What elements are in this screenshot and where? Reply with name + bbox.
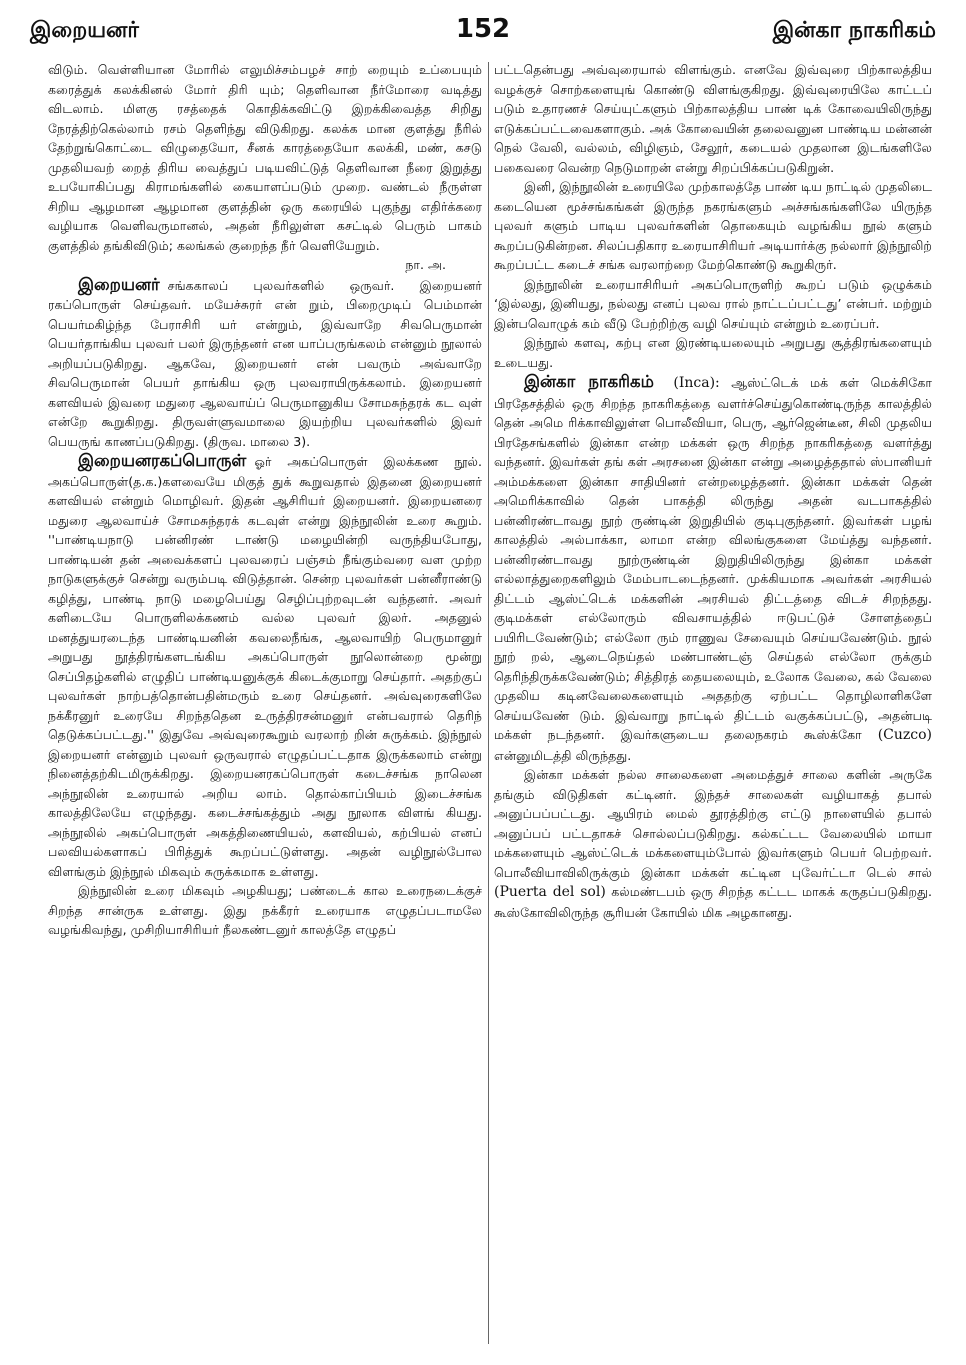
latin-term: (Cuzco) [877,727,932,743]
paragraph-text: இந்நூலின் உரையாசிரியர் அகப்பொருளிற் கூறப் படும் ஒழுக்கம் ‘இல்லது, இனியது, நல்லது எனப் புலவ ரால் நாட்டப்பட்டது’ என்பர். மற்றும் இன்பவொழுக் கம் வீடு பேற்றிற்கு வழி செய்யும் என்றும் உரைப்பர். [494,276,932,331]
entry-iraiyanar [48,275,482,452]
entry-headword: இன்கா நாகரிகம் [524,372,654,391]
page-number: 152 [455,14,511,44]
paragraph [494,333,932,372]
continued-paragraph [494,60,932,177]
entry-text: ஓர் அகப்பொருள் இலக்கண நூல். அகப்பொருள்(த.க.)களவையே மிகுத் துக் கூறுவதால் இதனை இறையனர் களவியல் என்றும் மொழிவர். இதன் ஆசிரியர் இறையனர். இறையனரை மதுரை ஆலவாய்ச் சோமசுந்தரக் கடவுள் என்று இந்நூலின் உரை கூறும். ''பாண்டியநாடு பன்னிரண் டாண்டு மழையின்றி வருந்தியபோது, பாண்டியன் தன் அவைக்களப் புலவரைப் பஞ்சம் நீங்கும்வரை வள முற்ற நாடுகளுக்குச் சென்று வரும்படி விடுத்தான். சென்ற புலவர்கள் பன்னீராண்டு கழித்து, பாண்டி நாடு மழைபெய்து செழிப்புற்றவுடன் வந்தனர். அவர் களிடையே பொருளிலக்கணம் வல்ல புலவர் இலர். அதனுல் மனத்துயரடைந்த பாண்டியனின் கவலைநீங்க, ஆலவாயிற் பெருமானுர் அறுபது நூத்திரங்களடங்கிய அகப்பொருள் நூலொன்றை மூன்று செப்பிதழ்களில் எழுதிப் பாண்டியனுக்குக் கிடைக்குமாறு செய்தார். அதற்குப் புலவர்கள் நாற்பத்தொன்பதின்மரும் உரை செய்தனர். அவ்வுரைகளிலே நக்கீரனுர் உரையே சிறந்ததென உருத்திரசன்மனுர் என்பவரால் தெரிந் தெடுக்கப்பட்டது.'' இதுவே அவ்வுரைகூறும் வரலாற் றின் சுருக்கம். இந்நூல் இறையனர் என்னும் புலவர் ஒருவரால் எழுதப்பட்டதாக இருக்கலாம் என்று நினைத்தற்கிடமிருக்கிறது. இறையனரகப்பொருள் கடைச்சங்க நாலென அந்நூலின் உரையால் அறிய லாம். தொல்காப்பியம் இடைச்சங்க காலத்திலேயே எழுந்தது. கடைச்சங்கத்தும் அது நூலாக விளங் கியது. அந்நூலில் அகப்பொருள் அகத்திணையியல், களவியல், கற்பியல் எனப் பலவியல்களாகப் பிரித்துக் கூறப்பட்டுள்ளது. அதன் வழிநூல்போல விளங்கும் இந்நூல் மிகவும் சுருக்கமாக உள்ளது. [48,454,482,879]
paragraph-text: இனி, இந்நூலின் உரையிலே முற்காலத்தே பாண் டிய நாட்டில் முதலிடை கடையென மூச்சங்கங்கள் இருந்த நகரங்களும் அச்சங்கங்களிலே யிருந்த புலவர் களும் பாடிய புலவர்களின் தொகையும் வழங்கிய நூல் களும் கூறப்படுகின்றன. சிலப்பதிகார உரையாசிரியர் அடியார்க்கு நல்லார் இந்நூலிற் கூறப்பட்ட கடைச் சங்க வரலாற்றை மேற்கொண்டு கூறுகிருர். [494,179,933,272]
paragraph-text: இந்நூலின் உரை மிகவும் அழகியது; பண்டைக் கால உரைநடைக்குச் சிறந்த சான்ருக உள்ளது. இது நக்கீரர் உரையாக எழுதப்படாமலே வழங்கிவந்து, முசிறியாசிரியர் நீலகண்டனுர் காலத்தே எழுதப் [48,883,482,937]
paragraph [494,765,932,922]
paragraph-text: கல்மண்டபம் ஒரு சிறந்த கட்டட மாகக் கருதப்படுகிறது. கூஸ்கோவிலிருந்த சூரியன் கோயில் மிக அழகானது. [494,884,932,920]
paragraph-text: இந்நூல் களவு, கற்பு என இரண்டியலையும் அறுபது சூத்திரங்களையும் உடையது. [494,335,932,370]
column-divider [488,62,489,1344]
running-head-left: இறையனர் [30,18,139,43]
paragraph [494,275,932,334]
latin-term: (Puerta del sol) [494,884,606,900]
entry-inca-civilization [494,372,932,765]
paragraph [48,881,482,940]
entry-text: என்னுமிடத்தி லிருந்தது. [494,747,632,763]
entry-headword: இறையனரகப்பொருள் [78,451,247,470]
running-head [30,14,936,54]
author-signature: நா. அ. [405,257,446,272]
paragraph [494,177,932,275]
running-head-right: இன்கா நாகரிகம் [772,18,936,43]
entry-iraiyanar-agapporul [48,451,482,881]
right-column [494,60,932,922]
latin-term: (Inca): [673,375,720,391]
paragraph-text: இன்கா மக்கள் நல்ல சாலைகளை அமைத்துச் சாலை களின் அருகே தங்கும் விடுதிகள் கட்டினர். இந்தச் சாலைகள் வழியாகத் தபால் அனுப்பப்பட்டது. ஆயிரம் மைல் தூரத்திற்கு எட்டு நாளையில் தபால் அனுப்பப் பட்டதாகச் சொல்லப்படுகிறது. கல்கட்டட வேலையில் மாயா மக்களையும் ஆஸ்ட்டெக் மக்களையும்போல் இவர்களும் பெயர் பெற்றவர். பொலீவியாவிலிருக்கும் இன்கா மக்கள் கட்டின புவேர்ட்டா டெல் சால் [494,767,932,880]
entry-headword: இறையனர் [78,274,160,294]
paragraph-text: விடும். வெள்ளியான மோரில் எலுமிச்சம்பழச் சாற் றையும் உப்பையும் கரைத்துக் கலக்கினல் மோர் திரி யும்; தெளிவான நீர்மோரை வடித்து விடலாம். மிளகு ரசத்தைக் கொதிக்கவிட்டு இறக்கிவைத்த சிறிது நேரத்திற்கெல்லாம் ரசம் தெளிந்து விடுகிறது. கலக்க மான குளத்து நீரில் தேற்றுங்கொட்டை விழுதையோ, சீனக் காரத்தையோ கலக்கி, மண், கசடு முதலியவற் றைத் திரிய வைத்துப் படியவிட்டுத் தெளிவான நீரை இறுத்து உபயோகிப்பது கிராமங்களில் கையாளப்படும் முறை. வண்டல் நீருள்ள சிறிய ஆழமான ஆழமான குளத்தின் ஒரு கரையில் புகுந்து எதிர்க்கரை வழியாக வெளிவருமானல், அதன் நீரிலுள்ள கசட்டில் பெரும் பாகம் குளத்தில் தங்கிவிடும்; கலங்கல் குறைந்த நீர் வெளியேறும். [48,62,482,253]
entry-text: சங்ககாலப் புலவர்களில் ஒருவர். இறையனர் ரகப்பொருள் செய்தவர். மயேச்சுரர் என் றும், பிறைமுடிப் பெம்மான் பெயர்மகிழ்ந்த பேராசிரி யர் என்றும், இவ்வாறே சிவபெருமான் பெயர்தாங்கிய புலவர் பலர் இருந்தனர் என யாப்பருங்கலம் என்னும் நூலால் அறியப்படுகிறது. ஆகவே, இறையனர் என் பவரும் அவ்வாறே சிவபெருமான் பெயர் தாங்கிய ஒரு புலவராயிருக்கலாம். இறையனர் களவியல் இவரை மதுரை ஆலவாய்ப் பெருமானுகிய சோமசுந்தரக் கட வுள் என்றே கூறுகிறது. திருவள்ளுவமாலை இயற்றிய புலவர்களில் இவர் பெயருங் காணப்படுகிறது. (திருவ. மாலை 3). [48,277,482,449]
left-column [48,60,482,940]
paragraph-text: பட்டதென்பது அவ்வுரையால் விளங்கும். எனவே இவ்வுரை பிற்காலத்திய வழக்குச் சொற்களையுங் கொண்டு விளங்குகிறது. இவ்வுரையிலே காட்டப் படும் உதாரணச் செய்யுட்களும் பிற்காலத்திய பாண் டிக் கோவையிலிருந்து எடுக்கப்பட்டவைகளாகும். அக் கோவையின் தலைவனுன பாண்டிய மன்னன் நெல் வேலி, வல்லம், விழிஞம், சேலூர், கடையல் முதலான இடங்களிலே பகைவரை வென்ற நெடுமாறன் என்று சிறப்பிக்கப்படுகிறுன். [494,62,932,175]
entry-text: ஆஸ்ட்டெக் மக் கள் மெக்சிகோ பிரதேசத்தில் ஒரு சிறந்த நாகரிகத்தை வளர்ச்செய்துகொண்டிருந்த காலத்தில் தென் அமெ ரிக்காவிலுள்ள பொலீவியா, பெரு, ஆர்ஜென்டீன, சிலி முதலிய பிரதேசங்களில் இன்கா என்ற மக்கள் ஒரு சிறந்த நாகரிகத்தை வளர்த்து வந்தனர். இவர்கள் தங் கள் அரசனை இன்கா என்று அழைத்ததால் ஸ்பானியர் அம்மக்களை இன்கா சாதியினர் என்றழைத்தனர். இன்கா மக்கள் தென் அமெரிக்காவில் தென் பாகத்தி லிருந்து அதன் வடபாகத்தில் பன்னிரண்டாவது நூற் ருண்டின் இறுதியில் குடிபுகுந்தனர். இவர்கள் பழங் காலத்தில் அல்பாக்கா, லாமா என்ற விலங்குகளை மேய்த்து வந்தனர். பன்னிரண்டாவது நூற்ருண்டின் இறுதியிலிருந்து இன்கா மக்கள் எல்லாத்துறைகளிலும் மேம்பாடடைந்தனர். முக்கியமாக அவர்கள் அரசியல் திட்டம் ஆஸ்ட்டெக் மக்களின் அரசியல் திட்டத்தை விடச் சிறந்தது. குடிமக்கள் எல்லோரும் விவசாயத்தில் ஈடுபட்டுச் சோளத்தைப் பயிரிடவேண்டும்; எல்லோ ரும் ராணுவ சேவையும் செய்யவேண்டும். நூல் நூற் றல், ஆடைநெய்தல் மண்பாண்டஞ் செய்தல் எல்லோ ருக்கும் தெரிந்திருக்கவேண்டும்; சித்திரத் தையலையும், உலோக வேலை, கல் வேலை முதலிய கடினவேலைகளையும் அததற்கு ஏற்பட்ட தொழிலாளிகளே செய்யவேண் டும். இவ்வாறு நாட்டில் திட்டம் வகுக்கப்பட்டு, அதன்படி மக்கள் நடந்தனர். இவர்களுடைய தலைநகரம் கூஸ்க்கோ [494,375,932,742]
continued-paragraph [48,60,482,275]
